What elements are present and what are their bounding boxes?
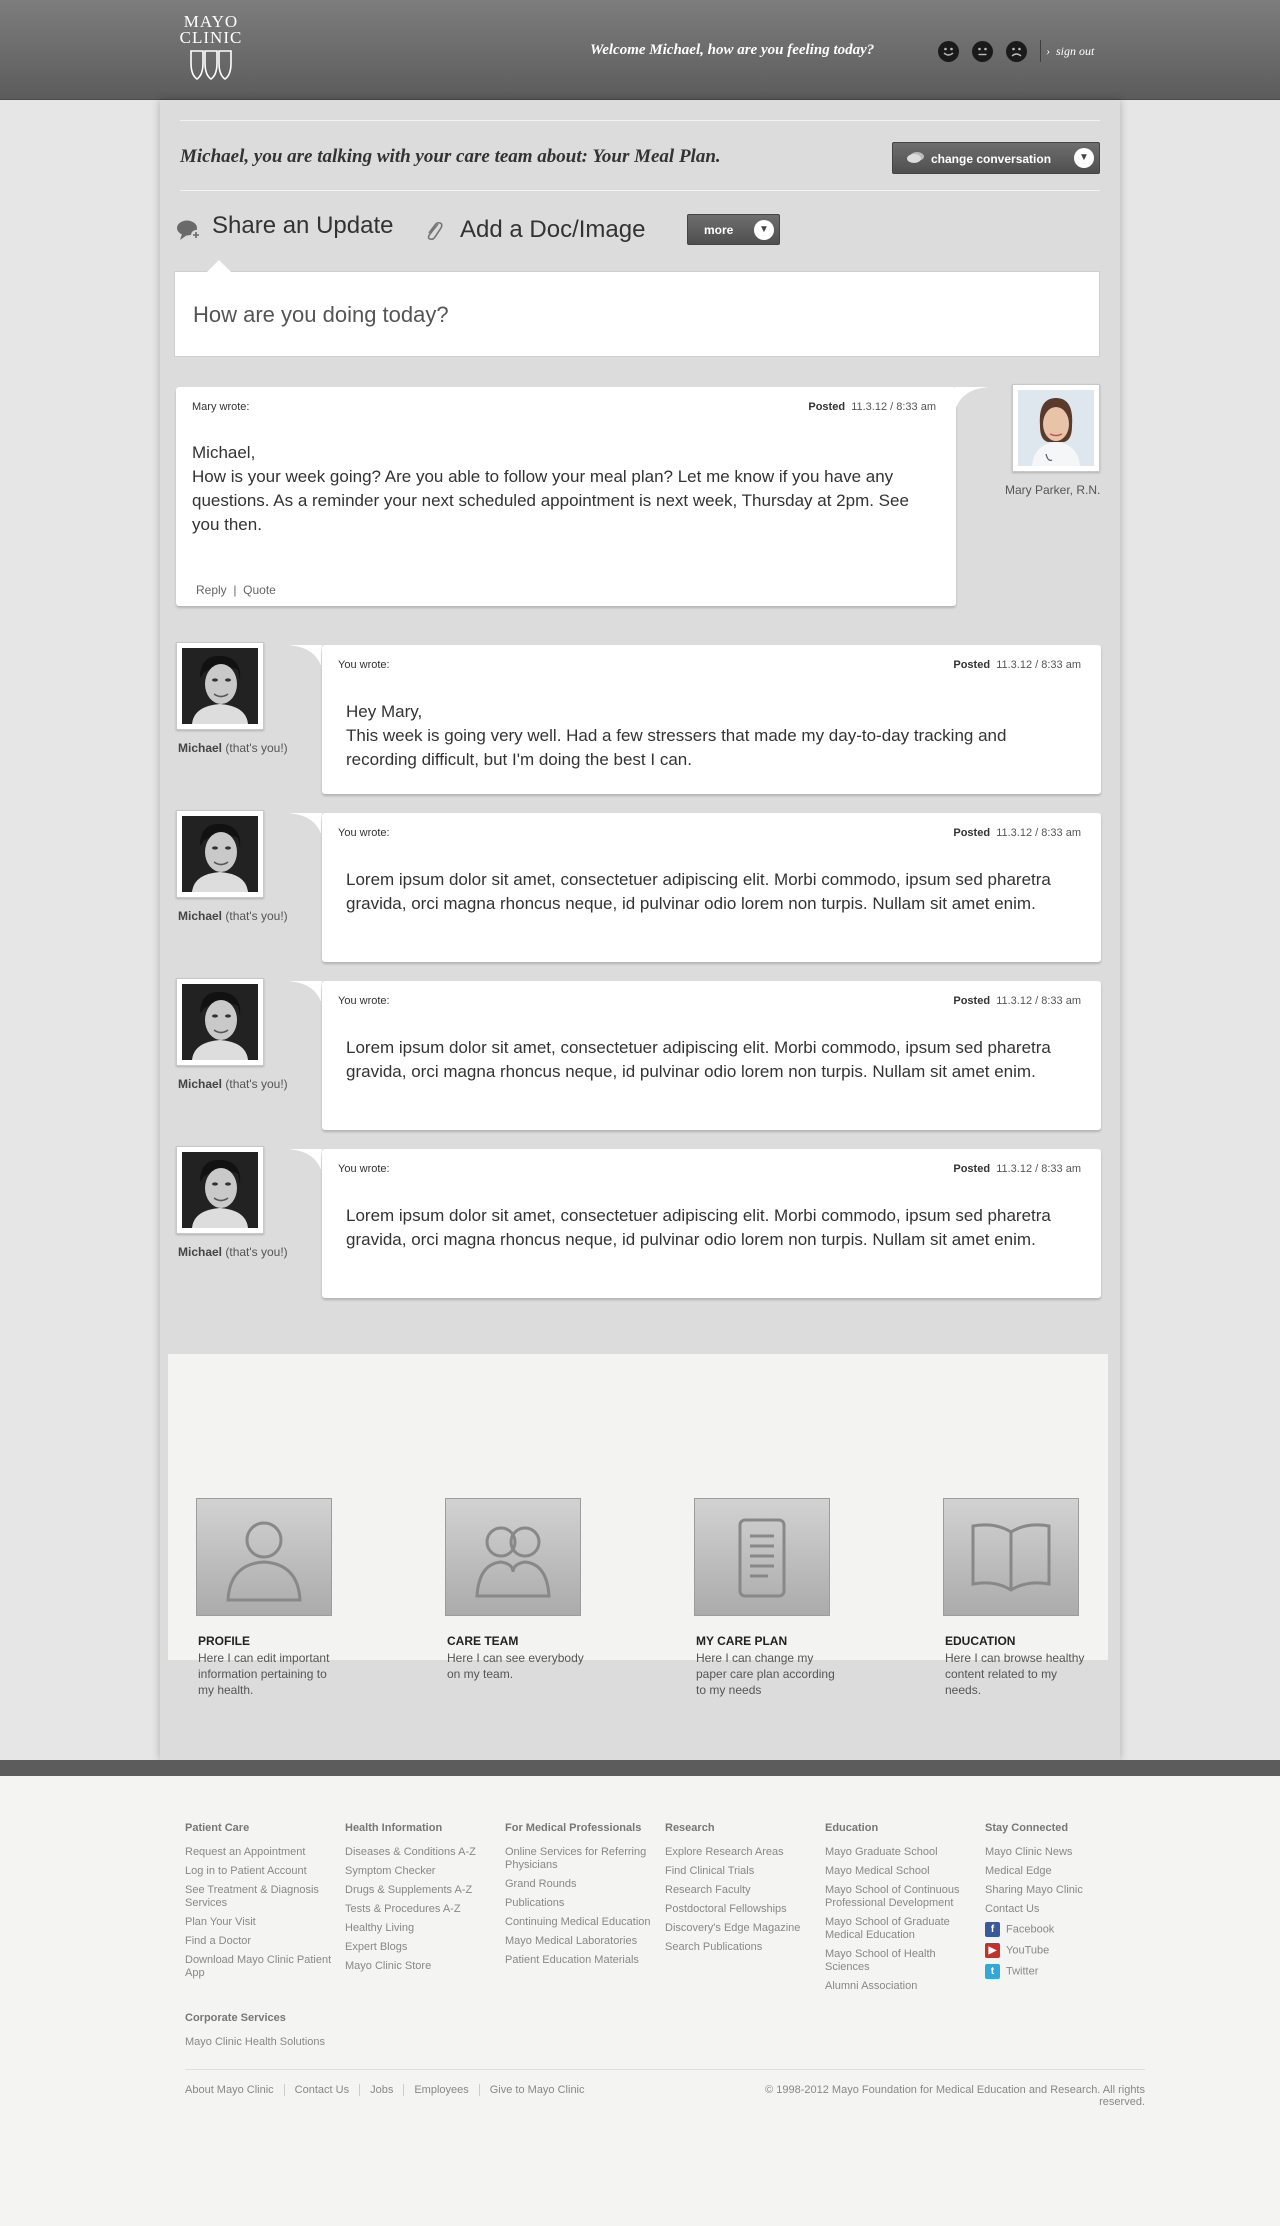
tab-pointer xyxy=(207,260,231,272)
welcome-message: Welcome Michael, how are you feeling today? xyxy=(590,42,875,58)
quote-link[interactable]: Quote xyxy=(243,583,276,597)
avatar-mary-parker[interactable] xyxy=(1012,384,1100,472)
tile-title[interactable]: CARE TEAM xyxy=(447,1634,519,1648)
user-message xyxy=(322,1149,1101,1298)
footer-column xyxy=(665,1822,815,1960)
message-body: Lorem ipsum dolor sit amet, consectetuer adipiscing elit. Morbi commodo, ipsum sed pharetra gravida, orci magna rhoncus neque, id pulvinar odio lorem non turpis. Nullam sit amet enim. xyxy=(346,870,1051,913)
footer-link[interactable]: Alumni Association xyxy=(825,1980,918,1992)
footer-link[interactable]: Search Publications xyxy=(665,1941,763,1953)
user-name: Michael (that's you!) xyxy=(178,1245,288,1259)
social-link-youtube[interactable]: ▶ YouTube xyxy=(985,1943,1135,1958)
dashboard-tile-profile[interactable] xyxy=(196,1498,332,1616)
social-link-facebook[interactable]: f Facebook xyxy=(985,1922,1135,1937)
education-icon xyxy=(944,1512,1078,1602)
footer-link[interactable]: Postdoctoral Fellowships xyxy=(665,1903,787,1915)
footer-link[interactable]: Healthy Living xyxy=(345,1922,415,1934)
footer-link[interactable]: Drugs & Supplements A-Z xyxy=(345,1884,473,1896)
speech-tail xyxy=(288,979,322,1005)
message-timestamp: Posted 11.3.12 / 8:33 am xyxy=(953,1163,1081,1175)
footer-link[interactable]: Request an Appointment xyxy=(185,1846,306,1858)
message-body: Hey Mary, This week is going very well. Had a few stressers that made my day-to-day tracking and recording difficult, but I'm doing the best I can. xyxy=(346,702,1007,769)
tile-title[interactable]: EDUCATION xyxy=(945,1634,1016,1648)
footer-heading: Patient Care xyxy=(185,1822,250,1834)
mayo-clinic-logo[interactable] xyxy=(176,14,246,81)
footer-column xyxy=(345,1822,495,1979)
footer-column xyxy=(985,1822,1135,1985)
footer-link[interactable]: Log in to Patient Account xyxy=(185,1865,307,1877)
footer-link[interactable]: Plan Your Visit xyxy=(185,1916,256,1928)
user-message xyxy=(322,813,1101,962)
footer-divider xyxy=(185,2069,1145,2070)
footer-heading: For Medical Professionals xyxy=(505,1822,642,1834)
message-author: You wrote: xyxy=(338,659,390,671)
footer-link[interactable]: Mayo Medical School xyxy=(825,1865,930,1877)
corporate-link[interactable]: Mayo Clinic Health Solutions xyxy=(185,2036,326,2048)
facebook-icon: f xyxy=(985,1922,1000,1937)
message-timestamp: Posted 11.3.12 / 8:33 am xyxy=(953,827,1081,839)
mary-name: Mary Parker, R.N. xyxy=(1005,483,1101,497)
user-message xyxy=(322,645,1101,794)
tile-title[interactable]: PROFILE xyxy=(198,1634,251,1648)
user-name: Michael (that's you!) xyxy=(178,741,288,755)
user-photo-icon xyxy=(182,816,258,892)
neutral-face-icon[interactable] xyxy=(972,41,993,62)
speech-tail xyxy=(955,385,989,411)
tile-description: Here I can change my paper care plan according to my needs xyxy=(696,1651,835,1697)
footer-link[interactable]: Mayo School of Continuous Professional Development xyxy=(825,1884,960,1909)
footer-link[interactable]: Online Services for Referring Physicians xyxy=(505,1846,647,1871)
more-label: more xyxy=(704,223,734,237)
dashboard-tile-education[interactable] xyxy=(943,1498,1079,1616)
footer-link[interactable]: Find a Doctor xyxy=(185,1935,252,1947)
paperclip-icon xyxy=(424,218,444,242)
footer-bar xyxy=(0,1760,1280,1776)
footer-link[interactable]: Mayo Clinic News xyxy=(985,1846,1073,1858)
more-button[interactable] xyxy=(687,214,780,245)
message-author: You wrote: xyxy=(338,995,390,1007)
message-author: You wrote: xyxy=(338,827,390,839)
sad-face-icon[interactable] xyxy=(1006,41,1027,62)
sign-out-link[interactable] xyxy=(1046,44,1094,59)
divider-convo xyxy=(180,190,1100,191)
footer-bottom-link[interactable]: Jobs xyxy=(370,2084,394,2096)
chevron-right-icon: › xyxy=(1046,44,1053,58)
footer-link[interactable]: Discovery's Edge Magazine xyxy=(665,1922,801,1934)
update-placeholder: How are you doing today? xyxy=(193,302,449,327)
dashboard-tile-my-care-plan[interactable] xyxy=(694,1498,830,1616)
change-conversation-label: change conversation xyxy=(931,152,1052,166)
tab-share-update[interactable]: Share an Update xyxy=(212,212,394,239)
care-plan-icon xyxy=(695,1512,829,1602)
footer-link[interactable]: Find Clinical Trials xyxy=(665,1865,755,1877)
user-name: Michael (that's you!) xyxy=(178,1077,288,1091)
user-photo-icon xyxy=(182,648,258,724)
user-photo-icon xyxy=(182,1152,258,1228)
link-separator xyxy=(403,2084,404,2096)
conversation-title: Michael, you are talking with your care team about: Your Meal Plan. xyxy=(180,146,721,167)
footer-link[interactable]: Mayo School of Health Sciences xyxy=(825,1948,936,1973)
footer-link[interactable]: See Treatment & Diagnosis Services xyxy=(185,1884,319,1909)
footer-link[interactable]: Sharing Mayo Clinic xyxy=(985,1884,1083,1896)
footer-link[interactable]: Research Faculty xyxy=(665,1884,751,1896)
divider-top xyxy=(180,120,1100,121)
social-link-twitter[interactable]: t Twitter xyxy=(985,1964,1135,1979)
footer-link[interactable]: Mayo Clinic Store xyxy=(345,1960,432,1972)
speech-tail xyxy=(288,1147,322,1173)
footer-link[interactable]: Publications xyxy=(505,1897,565,1909)
update-input[interactable] xyxy=(174,271,1100,357)
tab-add-doc-image[interactable]: Add a Doc/Image xyxy=(460,216,646,243)
corporate-heading: Corporate Services xyxy=(185,2012,286,2024)
profile-icon xyxy=(197,1512,331,1602)
footer-bottom-link[interactable]: Give to Mayo Clinic xyxy=(489,2084,585,2096)
footer-column xyxy=(505,1822,655,1973)
copyright: © 1998-2012 Mayo Foundation for Medical Education and Research. All rights reserved. xyxy=(765,2084,1145,2108)
action-divider: | xyxy=(233,583,237,597)
user-name: Michael (that's you!) xyxy=(178,909,288,923)
happy-face-icon[interactable] xyxy=(938,41,959,62)
link-separator xyxy=(479,2084,480,2096)
sign-out-label: sign out xyxy=(1056,44,1095,58)
avatar-michael[interactable] xyxy=(176,1146,264,1234)
footer-link[interactable]: Continuing Medical Education xyxy=(505,1916,651,1928)
footer-link[interactable]: Tests & Procedures A-Z xyxy=(345,1903,461,1915)
avatar-michael[interactable] xyxy=(176,810,264,898)
footer-link[interactable]: Patient Education Materials xyxy=(505,1954,639,1966)
message-body: Lorem ipsum dolor sit amet, consectetuer adipiscing elit. Morbi commodo, ipsum sed pharetra gravida, orci magna rhoncus neque, id pulvinar odio lorem non turpis. Nullam sit amet enim. xyxy=(346,1038,1051,1081)
tile-description: Here I can edit important information pertaining to my health. xyxy=(198,1651,330,1697)
avatar-michael[interactable] xyxy=(176,642,264,730)
footer-link[interactable]: Symptom Checker xyxy=(345,1865,436,1877)
twitter-icon: t xyxy=(985,1964,1000,1979)
tile-title[interactable]: MY CARE PLAN xyxy=(696,1634,788,1648)
message-timestamp: Posted 11.3.12 / 8:33 am xyxy=(953,659,1081,671)
footer-heading: Health Information xyxy=(345,1822,443,1834)
user-message xyxy=(322,981,1101,1130)
footer-heading: Stay Connected xyxy=(985,1822,1069,1834)
site-header xyxy=(0,0,1280,100)
footer-link[interactable]: Download Mayo Clinic Patient App xyxy=(185,1954,332,1979)
shield-logo-icon xyxy=(187,49,235,81)
footer-link[interactable]: Grand Rounds xyxy=(505,1878,577,1890)
footer-bottom-link[interactable]: About Mayo Clinic xyxy=(185,2084,274,2096)
footer-heading: Research xyxy=(665,1822,715,1834)
footer-column xyxy=(185,1822,335,1986)
footer-heading: Education xyxy=(825,1822,879,1834)
speech-tail xyxy=(288,811,322,837)
footer-bottom-link[interactable]: Contact Us xyxy=(294,2084,350,2096)
message-timestamp: Posted 11.3.12 / 8:33 am xyxy=(808,401,936,413)
tile-description: Here I can browse healthy content related to my needs. xyxy=(945,1651,1085,1697)
message-body: Lorem ipsum dolor sit amet, consectetuer adipiscing elit. Morbi commodo, ipsum sed pharetra gravida, orci magna rhoncus neque, id pulvinar odio lorem non turpis. Nullam sit amet enim. xyxy=(346,1206,1051,1249)
link-separator xyxy=(284,2084,285,2096)
dashboard-tile-care-team[interactable] xyxy=(445,1498,581,1616)
footer-column xyxy=(825,1822,975,1999)
user-photo-icon xyxy=(182,984,258,1060)
speech-bubble-plus-icon xyxy=(176,218,202,242)
footer-link[interactable]: Diseases & Conditions A-Z xyxy=(345,1846,476,1858)
chevron-down-icon: ▼ xyxy=(754,220,774,240)
logo-line2: CLINIC xyxy=(179,28,243,47)
care-team-icon xyxy=(446,1512,580,1602)
message-author: Mary wrote: xyxy=(192,401,250,413)
speech-tail xyxy=(288,643,322,669)
footer-link[interactable]: Explore Research Areas xyxy=(665,1846,784,1858)
youtube-icon: ▶ xyxy=(985,1943,1000,1958)
chat-bubbles-icon xyxy=(907,154,921,163)
change-conversation-button[interactable] xyxy=(892,142,1100,174)
message-actions xyxy=(196,583,276,597)
corporate-services xyxy=(185,2012,325,2055)
message-timestamp: Posted 11.3.12 / 8:33 am xyxy=(953,995,1081,1007)
message-body: Michael, How is your week going? Are you able to follow your meal plan? Let me know if you have any questions. As a reminder your next scheduled appointment is next week, Thursday at 2pm. See you then. xyxy=(192,443,909,534)
footer-link[interactable]: Contact Us xyxy=(985,1903,1040,1915)
avatar-michael[interactable] xyxy=(176,978,264,1066)
footer-bottom-links xyxy=(185,2084,585,2096)
care-team-message xyxy=(176,387,956,606)
footer-link[interactable]: Medical Edge xyxy=(985,1865,1052,1877)
logo-line1: MAYO xyxy=(183,12,239,31)
reply-link[interactable]: Reply xyxy=(196,583,227,597)
footer-link[interactable]: Mayo Graduate School xyxy=(825,1846,938,1858)
footer-link[interactable]: Mayo Medical Laboratories xyxy=(505,1935,638,1947)
footer-bottom-link[interactable]: Employees xyxy=(414,2084,469,2096)
footer-link[interactable]: Expert Blogs xyxy=(345,1941,408,1953)
footer-link[interactable]: Mayo School of Graduate Medical Education xyxy=(825,1916,950,1941)
tile-description: Here I can see everybody on my team. xyxy=(447,1651,584,1681)
signout-divider xyxy=(1040,40,1041,62)
nurse-photo-icon xyxy=(1018,390,1094,466)
chevron-down-icon: ▼ xyxy=(1074,148,1094,168)
link-separator xyxy=(359,2084,360,2096)
message-author: You wrote: xyxy=(338,1163,390,1175)
